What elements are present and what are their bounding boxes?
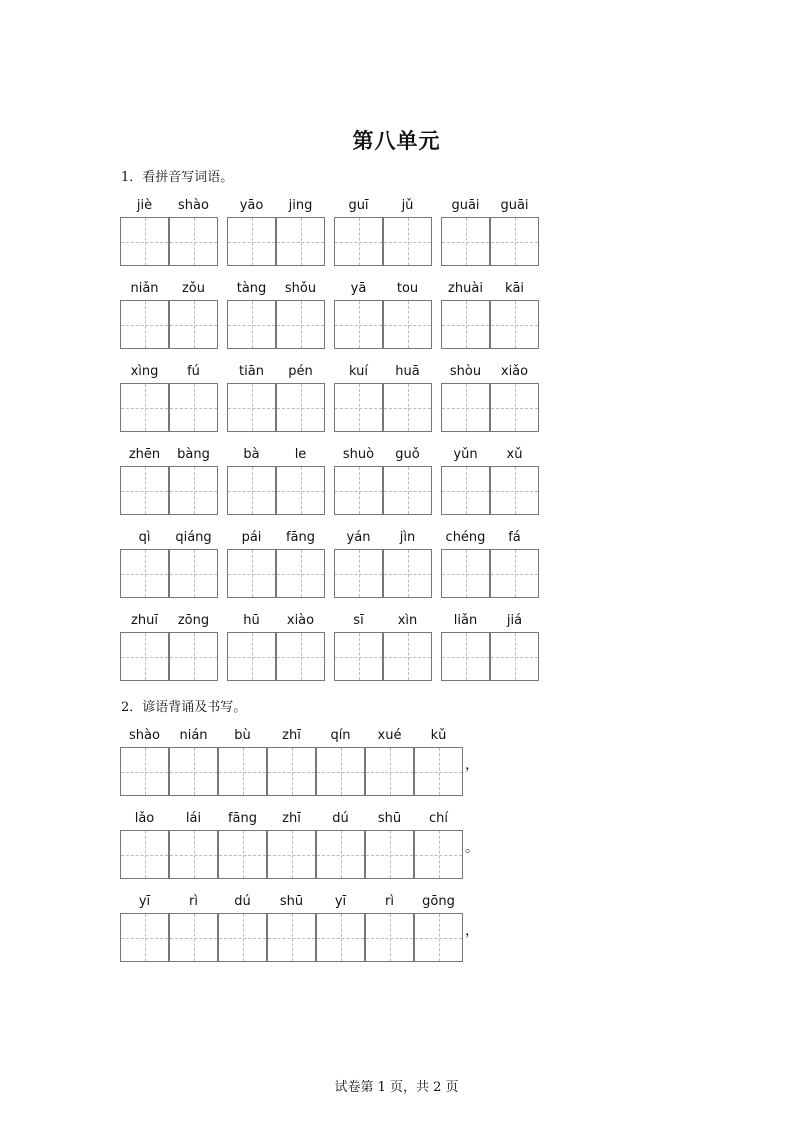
pinyin-label: rì <box>189 894 198 909</box>
pinyin-label: jiá <box>506 613 523 628</box>
pinyin-label: kāi <box>504 281 525 296</box>
writing-cell[interactable] <box>120 632 169 681</box>
writing-cell[interactable] <box>334 549 383 598</box>
pinyin-label: kǔ <box>430 728 447 743</box>
pinyin-label: bàng <box>177 447 210 462</box>
writing-cell[interactable] <box>276 549 325 598</box>
pinyin-label: niǎn <box>130 281 159 296</box>
pinyin-label: xué <box>377 728 402 743</box>
punctuation-mark: 。 <box>465 840 479 856</box>
pinyin-label: fāng <box>285 530 316 545</box>
pinyin-label: zōng <box>177 613 210 628</box>
pinyin-label: tàng <box>236 281 267 296</box>
writing-cell[interactable] <box>490 217 539 266</box>
writing-cell[interactable] <box>169 632 218 681</box>
pinyin-label: fá <box>508 530 521 545</box>
punctuation-mark: ， <box>465 757 479 773</box>
punctuation-mark: ， <box>465 923 479 939</box>
pinyin-label: sī <box>353 613 364 628</box>
pinyin-label: yán <box>346 530 371 545</box>
pinyin-label: xìng <box>130 364 159 379</box>
section-1-label: 1．看拼音写词语。 <box>121 170 234 185</box>
pinyin-label: zhī <box>282 728 301 743</box>
writing-cell[interactable] <box>120 300 169 349</box>
pinyin-label: bù <box>234 728 251 743</box>
writing-cell[interactable] <box>120 466 169 515</box>
writing-cell[interactable] <box>267 913 316 962</box>
writing-cell[interactable] <box>334 383 383 432</box>
writing-cell[interactable] <box>383 549 432 598</box>
pinyin-label: xiào <box>286 613 315 628</box>
writing-cell[interactable] <box>383 632 432 681</box>
writing-cell[interactable] <box>169 217 218 266</box>
writing-cell[interactable] <box>120 830 169 879</box>
writing-cell[interactable] <box>441 549 490 598</box>
writing-cell[interactable] <box>414 747 463 796</box>
writing-cell[interactable] <box>334 632 383 681</box>
writing-cell[interactable] <box>120 747 169 796</box>
pinyin-label: qì <box>138 530 151 545</box>
writing-cell[interactable] <box>218 913 267 962</box>
writing-cell[interactable] <box>490 549 539 598</box>
pinyin-label: jìn <box>399 530 416 545</box>
pinyin-label: jiè <box>136 198 153 213</box>
writing-cell[interactable] <box>441 632 490 681</box>
writing-cell[interactable] <box>490 466 539 515</box>
writing-cell[interactable] <box>441 466 490 515</box>
pinyin-label: jing <box>288 198 313 213</box>
pinyin-label: zhuài <box>448 281 483 296</box>
pinyin-label: tiān <box>239 364 264 379</box>
pinyin-label: yī <box>138 894 151 909</box>
writing-cell[interactable] <box>365 913 414 962</box>
writing-cell[interactable] <box>267 747 316 796</box>
writing-cell[interactable] <box>120 913 169 962</box>
pinyin-label: shòu <box>449 364 482 379</box>
pinyin-label: shū <box>377 811 402 826</box>
pinyin-label: gōng <box>422 894 455 909</box>
pinyin-label: pén <box>288 364 313 379</box>
writing-cell[interactable] <box>441 217 490 266</box>
pinyin-label: yāo <box>239 198 264 213</box>
writing-cell[interactable] <box>276 632 325 681</box>
pinyin-label: kuí <box>349 364 368 379</box>
writing-cell[interactable] <box>227 632 276 681</box>
pinyin-label: yī <box>334 894 347 909</box>
pinyin-label: shǒu <box>284 281 317 296</box>
page-footer: 试卷第 1 页，共 2 页 <box>334 1080 459 1095</box>
pinyin-label: lǎo <box>134 811 155 826</box>
pinyin-label: rì <box>385 894 394 909</box>
pinyin-label: guī <box>348 198 369 213</box>
writing-cell[interactable] <box>276 466 325 515</box>
pinyin-label: nián <box>179 728 208 743</box>
pinyin-label: xìn <box>397 613 418 628</box>
writing-cell[interactable] <box>120 217 169 266</box>
pinyin-label: chéng <box>445 530 486 545</box>
writing-cell[interactable] <box>383 217 432 266</box>
writing-cell[interactable] <box>414 913 463 962</box>
section-2-label: 2．谚语背诵及书写。 <box>121 700 247 715</box>
pinyin-label: shuò <box>342 447 375 462</box>
writing-cell[interactable] <box>169 830 218 879</box>
writing-cell[interactable] <box>227 300 276 349</box>
pinyin-label: liǎn <box>453 613 478 628</box>
pinyin-label: guǒ <box>395 447 420 462</box>
pinyin-label: zǒu <box>181 281 206 296</box>
writing-cell[interactable] <box>169 466 218 515</box>
writing-cell[interactable] <box>169 747 218 796</box>
pinyin-label: qín <box>330 728 351 743</box>
pinyin-label: shào <box>129 728 160 743</box>
writing-cell[interactable] <box>414 830 463 879</box>
pinyin-label: bà <box>243 447 260 462</box>
writing-cell[interactable] <box>316 747 365 796</box>
writing-cell[interactable] <box>218 830 267 879</box>
pinyin-label: le <box>294 447 307 462</box>
pinyin-label: chí <box>429 811 448 826</box>
writing-cell[interactable] <box>383 466 432 515</box>
pinyin-label: xǔ <box>506 447 523 462</box>
writing-cell[interactable] <box>169 549 218 598</box>
pinyin-label: tou <box>396 281 419 296</box>
pinyin-label: shū <box>279 894 304 909</box>
writing-cell[interactable] <box>490 300 539 349</box>
pinyin-label: hū <box>243 613 260 628</box>
pinyin-label: pái <box>241 530 262 545</box>
writing-cell[interactable] <box>334 217 383 266</box>
writing-cell[interactable] <box>365 830 414 879</box>
writing-cell[interactable] <box>227 217 276 266</box>
writing-cell[interactable] <box>267 830 316 879</box>
pinyin-label: fú <box>187 364 200 379</box>
writing-cell[interactable] <box>218 747 267 796</box>
writing-cell[interactable] <box>169 383 218 432</box>
pinyin-label: guāi <box>451 198 480 213</box>
pinyin-label: zhuī <box>131 613 158 628</box>
pinyin-label: guāi <box>500 198 529 213</box>
pinyin-label: huā <box>395 364 420 379</box>
writing-cell[interactable] <box>441 383 490 432</box>
writing-cell[interactable] <box>334 300 383 349</box>
writing-cell[interactable] <box>227 466 276 515</box>
writing-cell[interactable] <box>120 383 169 432</box>
writing-cell[interactable] <box>169 300 218 349</box>
writing-cell[interactable] <box>441 300 490 349</box>
writing-cell[interactable] <box>316 830 365 879</box>
writing-cell[interactable] <box>334 466 383 515</box>
pinyin-label: yā <box>350 281 367 296</box>
pinyin-label: jǔ <box>401 198 414 213</box>
writing-cell[interactable] <box>490 383 539 432</box>
pinyin-label: fāng <box>227 811 258 826</box>
writing-cell[interactable] <box>169 913 218 962</box>
page-title: 第八单元 <box>352 128 441 153</box>
writing-cell[interactable] <box>227 549 276 598</box>
writing-cell[interactable] <box>383 300 432 349</box>
pinyin-label: zhēn <box>128 447 161 462</box>
pinyin-label: dú <box>332 811 349 826</box>
writing-cell[interactable] <box>316 913 365 962</box>
writing-cell[interactable] <box>120 549 169 598</box>
pinyin-label: shào <box>178 198 209 213</box>
writing-cell[interactable] <box>276 383 325 432</box>
pinyin-label: yǔn <box>453 447 478 462</box>
writing-cell[interactable] <box>276 217 325 266</box>
writing-cell[interactable] <box>490 632 539 681</box>
writing-cell[interactable] <box>276 300 325 349</box>
pinyin-label: zhī <box>282 811 301 826</box>
writing-cell[interactable] <box>365 747 414 796</box>
pinyin-label: dú <box>234 894 251 909</box>
pinyin-label: qiáng <box>175 530 212 545</box>
writing-cell[interactable] <box>383 383 432 432</box>
writing-cell[interactable] <box>227 383 276 432</box>
pinyin-label: lái <box>185 811 202 826</box>
pinyin-label: xiǎo <box>500 364 529 379</box>
